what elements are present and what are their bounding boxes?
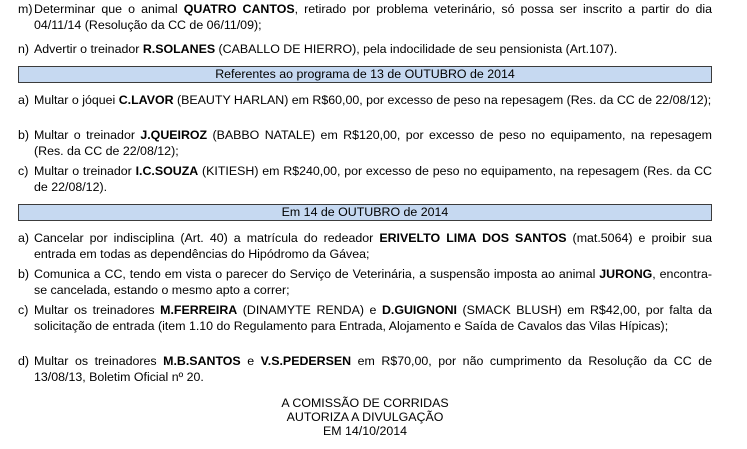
item-text xyxy=(18,127,712,159)
item-label: n) xyxy=(18,42,30,56)
text-run: Cancelar por indisciplina (Art. 40) a matrícula do redeador xyxy=(34,231,380,245)
bold-name: J.QUEIROZ xyxy=(140,128,208,142)
text-run: (mat.5064) e proibir sua entrada em todas as dependências do Hipódromo da Gávea; xyxy=(34,231,713,261)
bold-name: QUATRO CANTOS xyxy=(183,2,295,16)
bold-name: C.LAVOR xyxy=(118,93,174,107)
item-text xyxy=(18,41,712,57)
text-run: , encontra-se cancelada, estando o mesmo apto a correr; xyxy=(34,267,713,297)
text-run: Advertir o treinador xyxy=(34,42,143,56)
item-text xyxy=(18,230,712,262)
text-run: (KITIESH) em R$240,00, por excesso de peso no equipamento, na repesagem (Res. da CC de 22/08/12). xyxy=(34,164,712,194)
text-run: (BABBO NATALE) em R$120,00, por excesso de peso no equipamento, na repesagem (Res. da CC de 22/08/12); xyxy=(34,128,712,158)
text-run: (DINAMYTE RENDA) e xyxy=(237,303,382,317)
text-run: (CABALLO DE HIERRO), pela indocilidade de seu pensionista (Art.107). xyxy=(215,42,618,56)
text-run: , retirado por problema veterinário, só possa ser inscrito a partir do dia 04/11/14 (Resolução da CC de 06/11/09); xyxy=(34,2,712,32)
item-label: b) xyxy=(18,267,30,281)
text-run: Multar os treinadores xyxy=(34,303,161,317)
item-a xyxy=(18,92,712,108)
bold-name: R.SOLANES xyxy=(142,42,216,56)
item-label: m) xyxy=(18,2,33,16)
item-label: a) xyxy=(18,93,30,107)
item-text xyxy=(18,92,712,108)
item-label: d) xyxy=(18,354,30,368)
text-run: em R$70,00, por não cumprimento da Resolução da CC de 13/08/13, Boletim Oficial nº 20. xyxy=(34,354,712,384)
text-run: Multar o treinador xyxy=(34,128,141,142)
item-text xyxy=(18,353,712,385)
item-c xyxy=(18,163,712,195)
bold-name: V.S.PEDERSEN xyxy=(260,354,352,368)
item-d xyxy=(18,353,712,385)
item-text xyxy=(18,163,712,195)
item-text xyxy=(18,302,712,334)
text-run: Determinar que o animal xyxy=(34,2,184,16)
item-label: c) xyxy=(18,164,29,178)
footer-line-3: EM 14/10/2014 xyxy=(322,424,408,438)
item-b xyxy=(18,266,712,298)
item-b xyxy=(18,127,712,159)
bold-name: JURONG xyxy=(599,267,653,281)
item-label: c) xyxy=(18,303,29,317)
bold-name: ERIVELTO LIMA DOS SANTOS xyxy=(379,231,567,245)
item-m xyxy=(18,1,712,33)
item-a xyxy=(18,230,712,262)
item-label: b) xyxy=(18,128,30,142)
text-run: Comunica a CC, tendo em vista o parecer do Serviço de Veterinária, a suspensão imposta ao animal xyxy=(34,267,600,281)
item-c xyxy=(18,302,712,334)
bold-name: I.C.SOUZA xyxy=(135,164,199,178)
footer-line-2: AUTORIZA A DIVULGAÇÃO xyxy=(286,410,444,424)
text-run: (SMACK BLUSH) em R$42,00, por falta da solicitação de entrada (item 1.10 do Regulamento para Entrada, Alojamento e Saída de Cavalos das Vilas Hípicas); xyxy=(34,303,712,333)
text-run: Multar o treinador xyxy=(34,164,136,178)
bold-name: M.FERREIRA xyxy=(160,303,238,317)
bold-name: D.GUIGNONI xyxy=(381,303,457,317)
item-label: a) xyxy=(18,231,30,245)
signature-block xyxy=(240,396,490,438)
text-run: (BEAUTY HARLAN) em R$60,00, por excesso de peso na repesagem (Res. da CC de 22/08/12); xyxy=(173,93,712,107)
item-n xyxy=(18,41,712,57)
section-heading-14-outubro: Em 14 de OUTUBRO de 2014 xyxy=(18,204,712,221)
footer-line-1: A COMISSÃO DE CORRIDAS xyxy=(281,396,449,410)
item-text xyxy=(18,1,712,33)
item-text xyxy=(18,266,712,298)
section-heading-13-outubro: Referentes ao programa de 13 de OUTUBRO de 2014 xyxy=(18,66,712,83)
text-run: Multar os treinadores xyxy=(34,354,164,368)
text-run: e xyxy=(240,354,261,368)
bold-name: M.B.SANTOS xyxy=(163,354,241,368)
text-run: Multar o jóquei xyxy=(34,93,119,107)
